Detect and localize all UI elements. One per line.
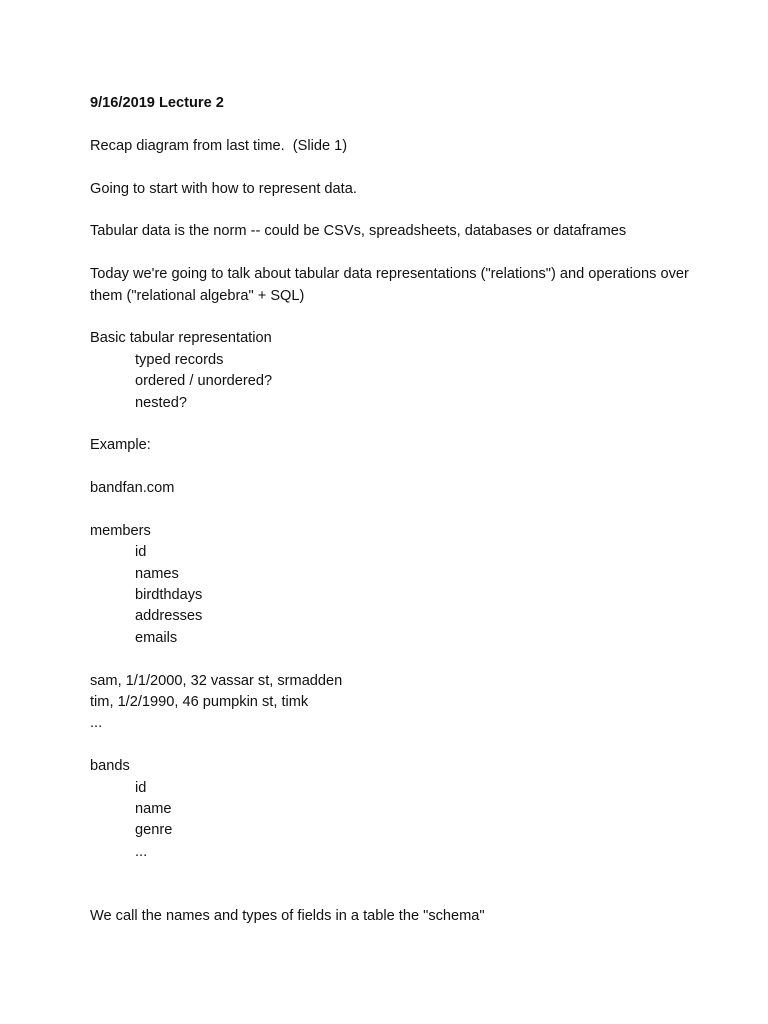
member-row: sam, 1/1/2000, 32 vassar st, srmadden (90, 672, 343, 689)
members-field: addresses (135, 608, 203, 625)
site-name: bandfan.com (90, 480, 175, 497)
document-heading: 9/16/2019 Lecture 2 (90, 95, 224, 111)
members-field: id (135, 544, 147, 561)
start-paragraph: Going to start with how to represent data. (90, 180, 357, 197)
members-field: names (135, 565, 179, 582)
basic-item: ordered / unordered? (135, 373, 273, 390)
basic-item: typed records (135, 351, 224, 368)
members-title: members (90, 522, 151, 539)
members-field: emails (135, 629, 178, 646)
document-page (90, 93, 710, 927)
today-paragraph: Today we're going to talk about tabular data representations ("relations") and operations over them ("relational algebra" + SQL) (90, 266, 689, 304)
bands-title: bands (90, 758, 130, 775)
member-row: ... (90, 715, 103, 732)
recap-paragraph: Recap diagram from last time. (Slide 1) (90, 137, 348, 154)
basic-item: nested? (135, 394, 187, 411)
member-row: tim, 1/2/1990, 46 pumpkin st, timk (90, 693, 309, 710)
bands-field: genre (135, 822, 173, 839)
members-field: birdthdays (135, 587, 203, 604)
schema-paragraph: We call the names and types of fields in a table the "schema" (90, 907, 485, 924)
bands-field: name (135, 800, 172, 817)
example-label: Example: (90, 437, 151, 454)
basic-representation-title: Basic tabular representation (90, 330, 272, 347)
bands-field: ... (135, 843, 148, 860)
bands-field: id (135, 779, 147, 796)
tabular-norm-paragraph: Tabular data is the norm -- could be CSVs, spreadsheets, databases or dataframes (90, 223, 627, 240)
